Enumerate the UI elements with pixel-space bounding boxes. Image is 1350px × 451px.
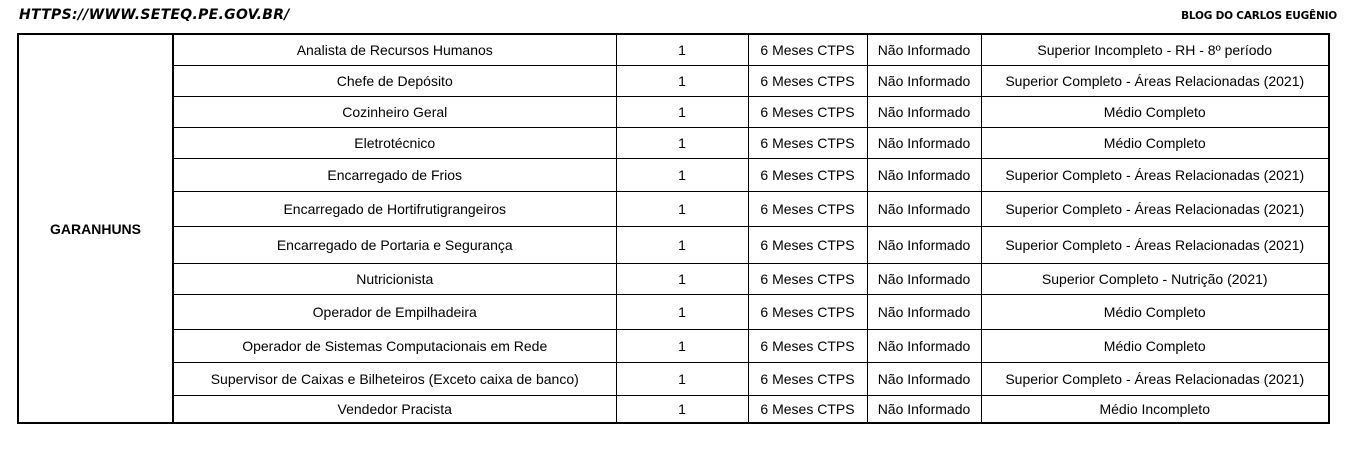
- table-row: [18, 158, 1329, 191]
- quantity-cell: 1: [616, 34, 748, 65]
- role-cell: Operador de Sistemas Computacionais em Rede: [173, 329, 616, 362]
- contract-cell: 6 Meses CTPS: [748, 395, 867, 423]
- education-cell: Superior Completo - Áreas Relacionadas (2021): [981, 158, 1329, 191]
- role-cell: Encarregado de Frios: [173, 158, 616, 191]
- salary-cell: Não Informado: [867, 34, 981, 65]
- salary-cell: Não Informado: [867, 362, 981, 395]
- contract-cell: 6 Meses CTPS: [748, 294, 867, 329]
- education-cell: Superior Incompleto - RH - 8º período: [981, 34, 1329, 65]
- site-url: HTTPS://WWW.SETEQ.PE.GOV.BR/: [19, 7, 290, 23]
- salary-cell: Não Informado: [867, 395, 981, 423]
- salary-cell: Não Informado: [867, 226, 981, 263]
- quantity-cell: 1: [616, 362, 748, 395]
- education-cell: Médio Completo: [981, 96, 1329, 127]
- table-row: [18, 96, 1329, 127]
- table-row: [18, 362, 1329, 395]
- quantity-cell: 1: [616, 329, 748, 362]
- table-row: [18, 263, 1329, 294]
- quantity-cell: 1: [616, 226, 748, 263]
- quantity-cell: 1: [616, 65, 748, 96]
- role-cell: Chefe de Depósito: [173, 65, 616, 96]
- education-cell: Médio Completo: [981, 127, 1329, 158]
- education-cell: Superior Completo - Áreas Relacionadas (2021): [981, 191, 1329, 226]
- salary-cell: Não Informado: [867, 158, 981, 191]
- table-row: [18, 191, 1329, 226]
- contract-cell: 6 Meses CTPS: [748, 96, 867, 127]
- table-row: [18, 226, 1329, 263]
- city-cell: GARANHUNS: [18, 34, 173, 423]
- contract-cell: 6 Meses CTPS: [748, 226, 867, 263]
- education-cell: Superior Completo - Áreas Relacionadas (2021): [981, 362, 1329, 395]
- role-cell: Vendedor Pracista: [173, 395, 616, 423]
- contract-cell: 6 Meses CTPS: [748, 34, 867, 65]
- quantity-cell: 1: [616, 395, 748, 423]
- table-row: [18, 34, 1329, 65]
- job-openings-table: [17, 33, 1330, 424]
- salary-cell: Não Informado: [867, 96, 981, 127]
- salary-cell: Não Informado: [867, 263, 981, 294]
- salary-cell: Não Informado: [867, 127, 981, 158]
- job-rows: [18, 34, 1329, 423]
- quantity-cell: 1: [616, 191, 748, 226]
- education-cell: Superior Completo - Áreas Relacionadas (2021): [981, 226, 1329, 263]
- salary-cell: Não Informado: [867, 329, 981, 362]
- role-cell: Encarregado de Portaria e Segurança: [173, 226, 616, 263]
- table-row: [18, 294, 1329, 329]
- contract-cell: 6 Meses CTPS: [748, 191, 867, 226]
- role-cell: Encarregado de Hortifrutigrangeiros: [173, 191, 616, 226]
- role-cell: Nutricionista: [173, 263, 616, 294]
- education-cell: Superior Completo - Nutrição (2021): [981, 263, 1329, 294]
- contract-cell: 6 Meses CTPS: [748, 362, 867, 395]
- quantity-cell: 1: [616, 158, 748, 191]
- salary-cell: Não Informado: [867, 191, 981, 226]
- quantity-cell: 1: [616, 96, 748, 127]
- quantity-cell: 1: [616, 127, 748, 158]
- contract-cell: 6 Meses CTPS: [748, 329, 867, 362]
- table-row: [18, 329, 1329, 362]
- quantity-cell: 1: [616, 294, 748, 329]
- education-cell: Superior Completo - Áreas Relacionadas (2021): [981, 65, 1329, 96]
- blog-credit: BLOG DO CARLOS EUGÊNIO: [1181, 10, 1337, 22]
- table-row: [18, 395, 1329, 423]
- table-row: [18, 65, 1329, 96]
- education-cell: Médio Incompleto: [981, 395, 1329, 423]
- education-cell: Médio Completo: [981, 294, 1329, 329]
- contract-cell: 6 Meses CTPS: [748, 158, 867, 191]
- contract-cell: 6 Meses CTPS: [748, 263, 867, 294]
- quantity-cell: 1: [616, 263, 748, 294]
- role-cell: Analista de Recursos Humanos: [173, 34, 616, 65]
- role-cell: Eletrotécnico: [173, 127, 616, 158]
- role-cell: Cozinheiro Geral: [173, 96, 616, 127]
- contract-cell: 6 Meses CTPS: [748, 65, 867, 96]
- contract-cell: 6 Meses CTPS: [748, 127, 867, 158]
- salary-cell: Não Informado: [867, 65, 981, 96]
- salary-cell: Não Informado: [867, 294, 981, 329]
- table-row: [18, 127, 1329, 158]
- role-cell: Operador de Empilhadeira: [173, 294, 616, 329]
- role-cell: Supervisor de Caixas e Bilheteiros (Exceto caixa de banco): [173, 362, 616, 395]
- education-cell: Médio Completo: [981, 329, 1329, 362]
